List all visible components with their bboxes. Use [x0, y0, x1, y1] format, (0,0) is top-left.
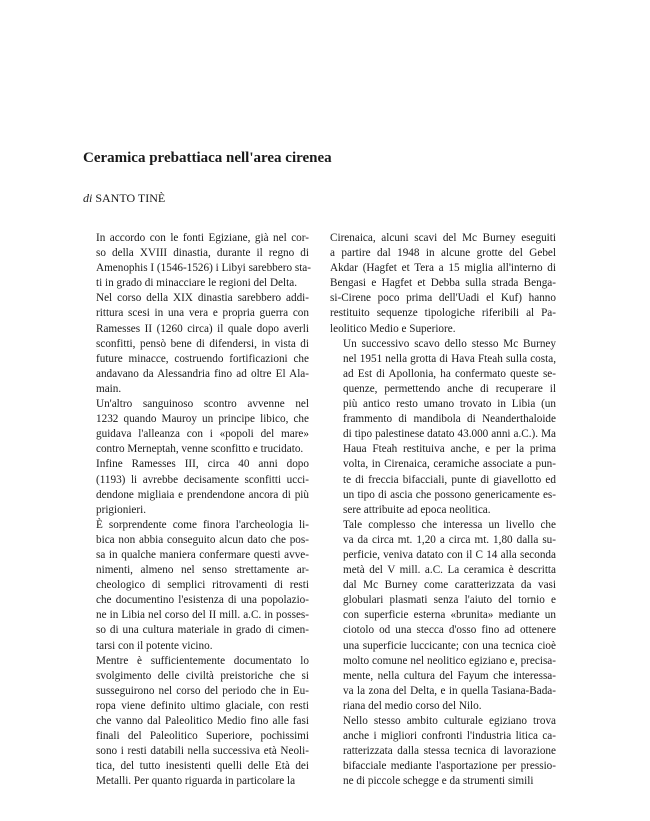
- text-line: guidava l'alleanza con i «popoli del mare»: [96, 428, 309, 441]
- text-line: anche i migliori confronti l'industria litica ca-: [343, 730, 556, 743]
- text-line: ciotolo od una stecca d'osso fino ad ottenere: [343, 624, 556, 637]
- text-line: In accordo con le fonti Egiziane, già nel cor-: [96, 232, 309, 244]
- text-line: main.: [96, 382, 122, 395]
- text-line: un tipo di ascia che possono genericamente es-: [343, 488, 556, 501]
- paragraph: [83, 654, 309, 790]
- paragraph: [83, 231, 309, 291]
- paragraph: [83, 291, 309, 397]
- article-title: Ceramica prebattiaca nell'area cirenea: [83, 150, 332, 166]
- text-line: una superficie luccicante; con una tecnica cioè: [343, 639, 556, 652]
- text-line: riana del medio corso del Nilo.: [343, 699, 482, 712]
- text-line: svolgimento delle civiltà preistoriche che si: [96, 669, 309, 682]
- text-line: restituito sequenze tipologiche riferibili al Pa-: [330, 307, 556, 320]
- text-line: mente, nella cultura del Fayum che interessa-: [343, 669, 556, 682]
- text-line: volta, in Cirenaica, ceramiche associate a pun-: [343, 458, 556, 471]
- text-line: so della XVIII dinastia, durante il regno di: [96, 247, 309, 260]
- text-line: bifacciale mediante l'asportazione per pressio-: [343, 760, 556, 773]
- text-line: metà del V mill. a.C. La ceramica è descritta: [343, 564, 556, 577]
- text-line: Mentre è sufficientemente documentato lo: [96, 654, 309, 667]
- text-line: si-Cirene poco prima dell'Uadi el Kuf) hanno: [330, 292, 556, 305]
- text-line: più antico resto umano trovato in Libia (un: [343, 398, 556, 411]
- text-line: ad Est di Apollonia, ha confermato queste se-: [343, 367, 556, 380]
- text-line: tica, del tutto inesistenti quelli delle Età dei: [96, 760, 309, 773]
- text-line: quenze, permettendo anche di recuperare il: [343, 382, 556, 395]
- text-line: Un successivo scavo dello stesso Mc Burney: [343, 337, 556, 350]
- paragraph: [83, 457, 309, 517]
- text-line: Cirenaica, alcuni scavi del Mc Burney eseguiti: [330, 232, 556, 244]
- text-line: future minacce, costruendo fortificazioni che: [96, 352, 309, 365]
- paragraph: [330, 714, 556, 789]
- text-line: nimenti, almeno nel senso strettamente ar-: [96, 564, 309, 577]
- paragraph: [330, 337, 556, 518]
- text-line: cheologico di semplici ritrovamenti di resti: [96, 579, 309, 592]
- text-line: Bengasi e Hagfet et Debba sulla strada Benga-: [330, 277, 556, 290]
- text-line: Ramesses II (1260 circa) il quale dopo averli: [96, 322, 309, 335]
- text-line: È sorprendente come finora l'archeologia li-: [96, 518, 309, 531]
- text-line: perficie, veniva datato con il C 14 alla seconda: [343, 548, 556, 561]
- author-name: SANTO TINÈ: [95, 191, 166, 205]
- text-line: Akdar (Hagfet et Tera a 15 miglia all'interno di: [330, 262, 556, 275]
- text-line: andavano da Alessandria fino ad oltre El Ala-: [96, 367, 309, 380]
- article-byline: [83, 191, 563, 206]
- left-text-column: [83, 231, 309, 789]
- text-line: contro Merneptah, venne sconfitto e trucidato.: [96, 443, 304, 456]
- text-line: ne di piccole schegge e da strumenti simili: [343, 775, 534, 788]
- text-line: ti in grado di minacciare le regioni del Delta.: [96, 277, 297, 290]
- text-line: va la zona del Delta, e in quella Tasiana-Bada-: [343, 684, 556, 697]
- text-line: frammento di mandibola di Neanderthaloide: [343, 413, 556, 426]
- text-line: sconfitti, pensò bene di difendersi, in vista di: [96, 337, 309, 350]
- right-text-column: [330, 231, 556, 789]
- text-line: Haua Fteah restituiva anche, e per la prima: [343, 443, 556, 456]
- text-line: Tale complesso che interessa un livello che: [343, 518, 556, 531]
- text-line: che vanno dal Paleolitico Medio fino alle fasi: [96, 715, 309, 727]
- text-line: sono i resti databili nella successiva età Neoli-: [96, 745, 309, 758]
- text-line: ratterizzata dalla stessa tecnica di lavorazione: [343, 745, 556, 758]
- text-line: Un'altro sanguinoso scontro avvenne nel: [96, 398, 309, 411]
- text-line: sere attribuite ad epoca neolitica.: [343, 503, 491, 516]
- text-line: ropa viene definito ultimo glaciale, con resti: [96, 699, 309, 712]
- text-line: bica non abbia conseguito alcun dato che pos-: [96, 533, 309, 546]
- text-line: (1193) li avrebbe decisamente sconfitti ucci-: [96, 473, 309, 486]
- text-line: Infine Ramesses III, circa 40 anni dopo: [96, 458, 309, 471]
- text-line: prigionieri.: [96, 503, 147, 516]
- text-line: globulari plasmati senza l'aiuto del tornio e: [343, 594, 556, 607]
- byline-prefix: di: [83, 191, 93, 205]
- text-line: sa in qualche maniera confermare questi avve-: [96, 548, 309, 561]
- text-line: Nel corso della XIX dinastia sarebbero addi-: [96, 292, 309, 305]
- text-line: di tipo palestinese datato 43.000 anni a.C.). Ma: [343, 428, 556, 441]
- text-line: con superficie esterna «brunita» mediante un: [343, 609, 556, 622]
- text-line: nel 1951 nella grotta di Hava Fteah sulla costa,: [343, 352, 556, 365]
- text-line: dal Mc Burney come caratterizzata da vasi: [343, 579, 556, 592]
- text-line: susseguirono nel corso del periodo che in Eu-: [96, 684, 309, 697]
- text-line: va da circa mt. 1,20 a circa mt. 1,80 dalla su-: [343, 533, 556, 546]
- paragraph: [330, 231, 556, 337]
- paragraph: [330, 518, 556, 714]
- text-line: rittura scesi in una vera e propria guerra con: [96, 307, 309, 320]
- text-line: 1232 quando Mauroy un principe libico, che: [96, 413, 309, 426]
- text-line: Metalli. Per quanto riguarda in particolare la: [96, 775, 296, 788]
- text-line: Nello stesso ambito culturale egiziano trova: [343, 715, 556, 727]
- text-line: ne in Libia nel corso del II mill. a.C. in posses-: [96, 609, 309, 622]
- text-line: a partire dal 1948 in alcune grotte del Gebel: [330, 247, 556, 260]
- text-line: molto comune nel neolitico egiziano e, precisa-: [343, 654, 556, 667]
- text-line: Amenophis I (1546-1526) i Libyi sarebbero sta-: [96, 262, 311, 275]
- text-line: te di freccia bifacciali, punte di giavellotto ed: [343, 473, 556, 486]
- paragraph: [83, 518, 309, 654]
- text-line: tarsi con il potente vicino.: [96, 639, 213, 652]
- paragraph: [83, 397, 309, 457]
- text-line: dendone migliaia e prendendone ancora di più: [96, 488, 309, 501]
- text-line: leolitico Medio e Superiore.: [330, 322, 456, 335]
- text-line: finali del Paleolitico Superiore, pochissimi: [96, 730, 309, 743]
- text-line: so di una cultura materiale in grado di cimen-: [96, 624, 309, 637]
- text-line: che documentino l'esistenza di una popolazio-: [96, 594, 309, 607]
